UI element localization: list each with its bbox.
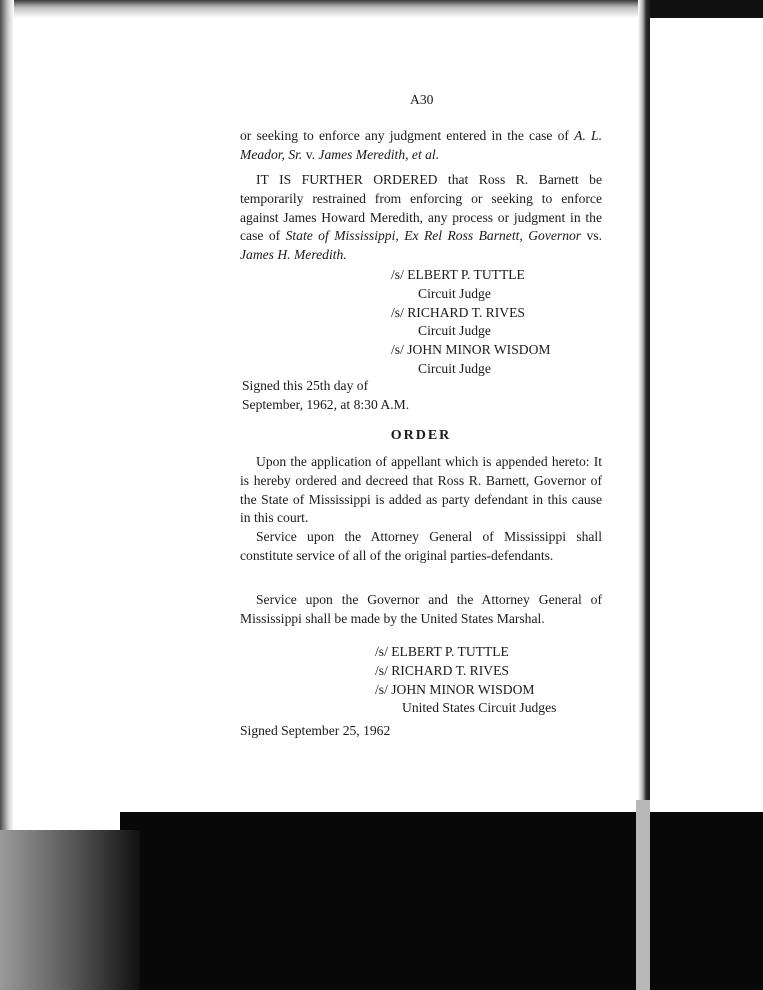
judge-signature: /s/ RICHARD T. RIVES bbox=[375, 662, 509, 678]
order-paragraph-1: Upon the application of appellant which is appended hereto: It is hereby ordered and decreed that Ross R. Barnett, Governor of the State of Mississippi is added as party defendant in this cause in this court. bbox=[240, 454, 602, 526]
bottom-left-shadow bbox=[0, 830, 140, 990]
case-name: James H. Meredith. bbox=[240, 247, 347, 263]
order-paragraph-3: Service upon the Governor and the Attorney General of Mississippi shall be made by the United States Marshal. bbox=[240, 592, 602, 626]
page-number: A30 bbox=[410, 92, 434, 107]
judge-signature: /s/ ELBERT P. TUTTLE bbox=[375, 644, 509, 659]
book-spine bbox=[636, 800, 650, 990]
signed-date-2: Signed September 25, 1962 bbox=[240, 723, 391, 738]
further-order-paragraph: IT IS FURTHER ORDERED that Ross R. Barnett be temporarily restrained from enforcing or seeking to enforce against James Howard Meredith, any process or judgment in the case of State of Mississippi, Ex Rel Ross Barnett, Governor vs. James H. Meredith. bbox=[240, 172, 602, 263]
judge-signature: /s/ JOHN MINOR WISDOM bbox=[391, 342, 551, 358]
order-heading: ORDER bbox=[390, 428, 452, 443]
judge-title: Circuit Judge bbox=[418, 360, 491, 376]
signed-date-1: Signed this 25th day of September, 1962, at 8:30 A.M. bbox=[242, 378, 410, 412]
judge-signature: /s/ JOHN MINOR WISDOM bbox=[375, 681, 535, 697]
case-name: James Meredith, et al. bbox=[318, 146, 440, 162]
case-name: A. L. Meador, Sr. bbox=[240, 128, 603, 162]
judge-title: Circuit Judge bbox=[418, 323, 491, 339]
judge-title: Circuit Judge bbox=[418, 285, 491, 301]
bottom-scan-shadow bbox=[120, 812, 763, 990]
continuation-paragraph: or seeking to enforce any judgment entered in the case of A. L. Meador, Sr. v. James Meredith, et al. bbox=[240, 128, 603, 162]
right-page-top-shadow bbox=[648, 0, 763, 18]
case-name: State of Mississippi, Ex Rel Ross Barnett, Governor bbox=[285, 228, 582, 244]
signature-block-2 bbox=[375, 643, 556, 718]
judge-signature: /s/ RICHARD T. RIVES bbox=[391, 304, 525, 320]
book-gutter bbox=[638, 0, 650, 810]
signature-block-1 bbox=[391, 266, 551, 379]
judge-signature: /s/ ELBERT P. TUTTLE bbox=[391, 267, 525, 282]
order-paragraph-2: Service upon the Attorney General of Mississippi shall constitute service of all of the original parties-defendants. bbox=[240, 529, 602, 563]
judges-title: United States Circuit Judges bbox=[402, 700, 557, 716]
